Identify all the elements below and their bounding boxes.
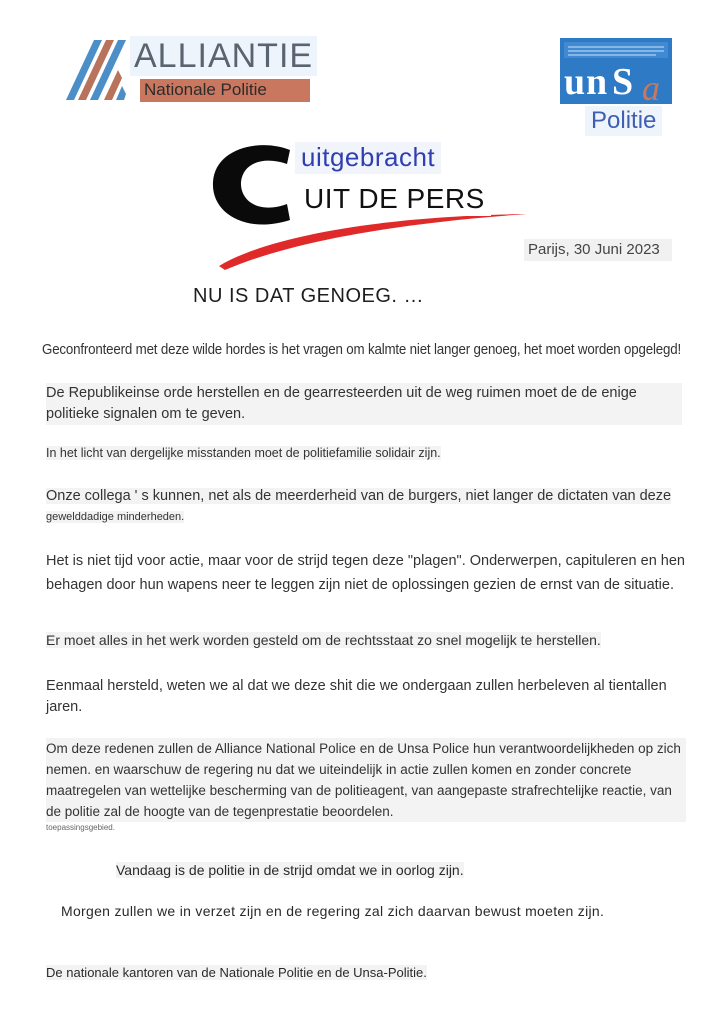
signature-line: De nationale kantoren van de Nationale Politie en de Unsa-Politie. bbox=[46, 965, 427, 980]
paragraph-republican-order: De Republikeinse orde herstellen en de gearresteerden uit de weg ruimen moet de de enige politieke signalen om te geven. bbox=[46, 383, 682, 425]
paragraph-once-restored: Eenmaal hersteld, weten we al dat we deze shit die we ondergaan zullen herbeleven al tientallen jaren. bbox=[46, 678, 667, 715]
svg-text:a: a bbox=[642, 68, 660, 104]
paragraph-colleagues: Onze collega ' s kunnen, net als de meerderheid van de burgers, niet langer de dictaten van deze bbox=[46, 488, 672, 504]
svg-text:n: n bbox=[586, 61, 608, 103]
headline: NU IS DAT GENOEG. … bbox=[193, 285, 425, 307]
paragraph-intro: Geconfronteerd met deze wilde hordes is het vragen om kalmte niet langer genoeg, het moet worden opgelegd! bbox=[42, 342, 682, 358]
alliantie-title: ALLIANTIE bbox=[130, 36, 317, 76]
paragraph-today-war: Vandaag is de politie in de strijd omdat we in oorlog zijn. bbox=[116, 862, 464, 878]
unsa-logo bbox=[560, 38, 672, 104]
paragraph-colleagues-cont: gewelddadige minderheden. bbox=[46, 511, 185, 523]
paragraph-responsibilities: Om deze redenen zullen de Alliance National Police en de Unsa Police hun verantwoordelijkheden op zich nemen. en waarschuw de regering nu dat we uiteindelijk in actie zullen komen en zonder concrete maatregelen van wettelijke bescherming van de politieagent, van aangepaste strafrechtelijke reactie, van de politie zal de hoogte van de tegenprestatie beoordelen. bbox=[46, 738, 686, 822]
svg-text:S: S bbox=[612, 61, 634, 103]
banner-uitgebracht: uitgebracht bbox=[295, 142, 441, 174]
release-date: Parijs, 30 Juni 2023 bbox=[524, 239, 672, 261]
paragraph-solidarity: In het licht van dergelijke misstanden moet de politiefamilie solidair zijn. bbox=[46, 446, 441, 460]
paragraph-tomorrow-resistance: Morgen zullen we in verzet zijn en de regering zal zich daarvan bewust moeten zijn. bbox=[61, 903, 605, 919]
svg-text:u: u bbox=[564, 61, 586, 103]
paragraph-scope-note: toepassingsgebied. bbox=[46, 823, 115, 832]
big-c-icon bbox=[213, 145, 290, 224]
alliantie-subtitle: Nationale Politie bbox=[140, 79, 310, 102]
banner-uit-de-pers: UIT DE PERS bbox=[298, 182, 491, 216]
alliantie-stripes-icon bbox=[66, 40, 126, 100]
paragraph-rule-of-law: Er moet alles in het werk worden gesteld om de rechtsstaat zo snel mogelijk te herstellen. bbox=[46, 632, 601, 648]
paragraph-no-time-for-action: Het is niet tijd voor actie, maar voor de strijd tegen deze "plagen". Onderwerpen, capituleren en hen behagen door hun wapens neer te leggen zijn niet de oplossingen gezien de ernst van de situatie. bbox=[46, 553, 685, 593]
unsa-politie-label: Politie bbox=[585, 106, 662, 136]
unsa-emblem-icon bbox=[564, 61, 660, 104]
